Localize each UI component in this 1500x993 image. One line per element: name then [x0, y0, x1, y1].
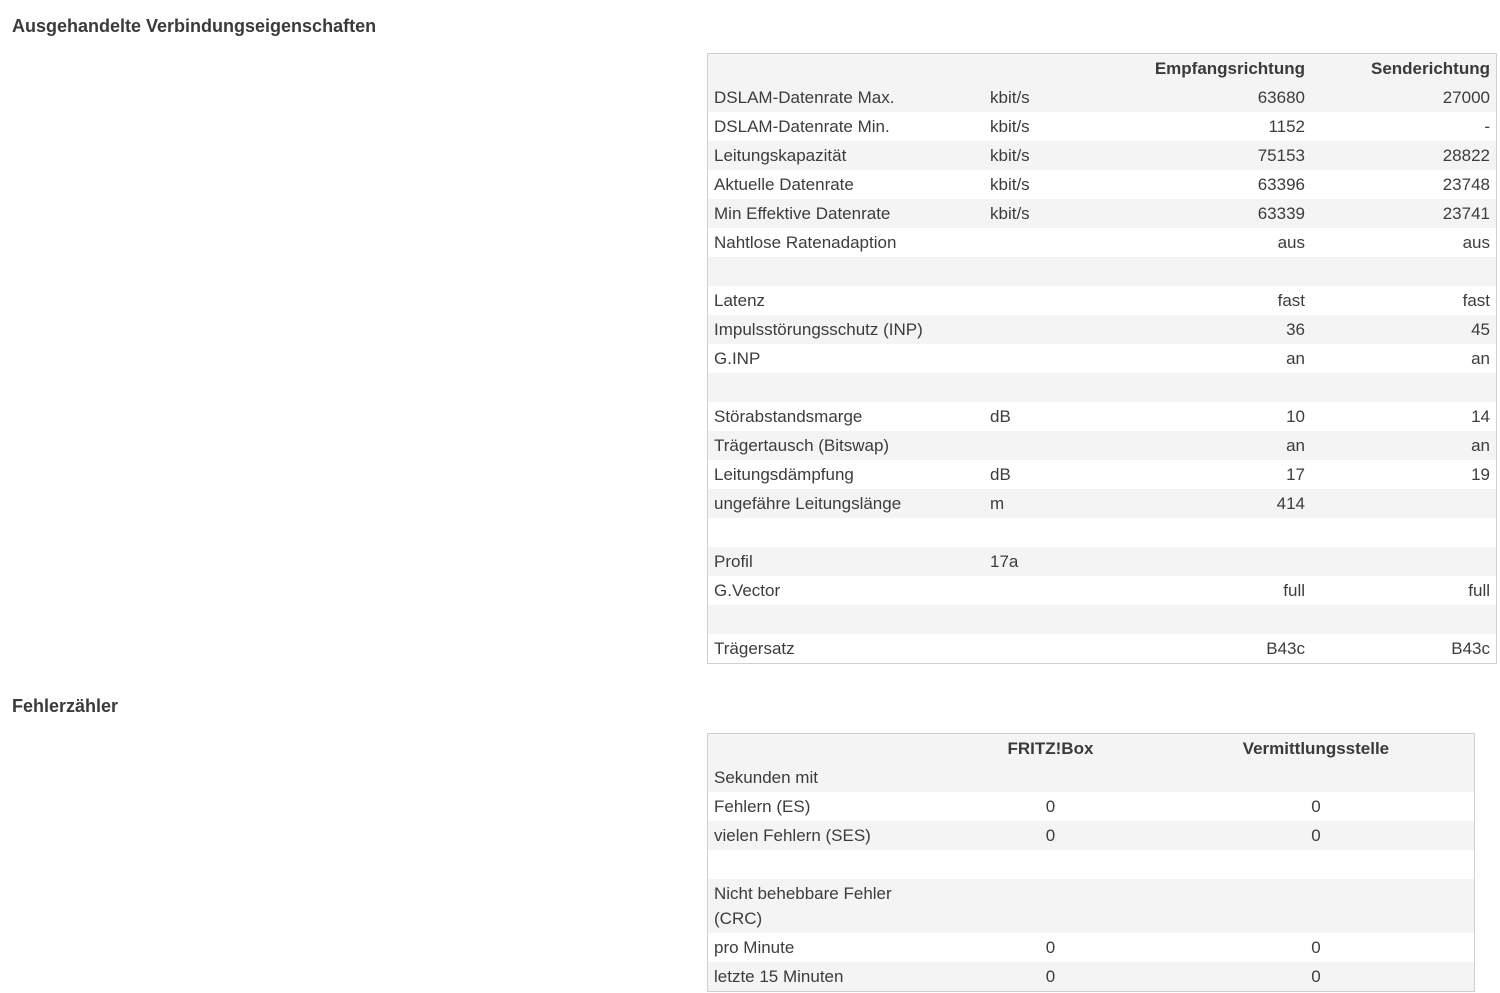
row-fritzbox-value: 0	[1045, 796, 1056, 816]
row-send-value: 23748	[1442, 174, 1490, 194]
row-send-value	[1311, 518, 1497, 547]
row-label: Latenz	[714, 290, 766, 310]
row-receive-value: B43c	[1266, 638, 1305, 658]
table-row	[708, 112, 1497, 141]
row-send-value	[1311, 547, 1497, 576]
table-row	[708, 228, 1497, 257]
row-unit: dB	[990, 406, 1011, 426]
row-unit	[984, 518, 1126, 547]
row-receive-value: full	[1283, 580, 1305, 600]
table-row	[708, 373, 1497, 402]
row-send-value	[1311, 605, 1497, 634]
row-receive-value: 63339	[1257, 203, 1305, 223]
row-unit	[984, 286, 1126, 315]
header-label	[708, 734, 944, 764]
row-unit	[984, 228, 1126, 257]
table-row	[708, 170, 1497, 199]
row-send-value: full	[1468, 580, 1490, 600]
row-label: Trägertausch (Bitswap)	[714, 435, 890, 455]
row-unit: dB	[990, 464, 1011, 484]
table-row	[708, 141, 1497, 170]
row-exchange-value	[1158, 763, 1475, 792]
row-unit	[984, 576, 1126, 605]
row-send-value: 45	[1471, 319, 1490, 339]
row-exchange-value: 0	[1311, 966, 1321, 986]
connection-properties-table	[707, 53, 1497, 664]
row-receive-value	[1126, 605, 1311, 634]
row-label	[708, 605, 985, 634]
row-unit: kbit/s	[990, 116, 1030, 136]
row-send-value: 28822	[1442, 145, 1490, 165]
row-receive-value: an	[1286, 348, 1305, 368]
table-row	[708, 605, 1497, 634]
row-send-value: 14	[1471, 406, 1490, 426]
row-receive-value: 17	[1286, 464, 1305, 484]
row-send-value: B43c	[1451, 638, 1490, 658]
row-receive-value: fast	[1277, 290, 1305, 310]
error-counter-section-title: Fehlerzähler	[12, 696, 119, 716]
row-unit: kbit/s	[990, 203, 1030, 223]
row-label: Trägersatz	[714, 638, 795, 658]
table-header-row	[708, 734, 1475, 764]
row-exchange-value: 0	[1311, 796, 1321, 816]
table-row	[708, 489, 1497, 518]
table-row	[708, 821, 1475, 850]
row-label: ungefähre Leitungslänge	[714, 493, 902, 513]
table-row	[708, 879, 1475, 933]
row-label: Profil	[714, 551, 753, 571]
table-row	[708, 257, 1497, 286]
table-row	[708, 763, 1475, 792]
row-label: pro Minute	[714, 937, 795, 957]
row-receive-value: an	[1286, 435, 1305, 455]
row-send-value: aus	[1462, 232, 1490, 252]
row-send-value: an	[1471, 348, 1490, 368]
table-row	[708, 933, 1475, 962]
row-send-value	[1311, 489, 1497, 518]
row-send-value: 23741	[1442, 203, 1490, 223]
row-label: Min Effektive Datenrate	[714, 203, 891, 223]
table-row	[708, 286, 1497, 315]
row-unit: kbit/s	[990, 87, 1030, 107]
row-send-value: 27000	[1442, 87, 1490, 107]
header-send-direction: Senderichtung	[1370, 58, 1490, 78]
table-row	[708, 431, 1497, 460]
row-fritzbox-value	[943, 850, 1158, 879]
row-receive-value: 1152	[1268, 116, 1305, 136]
row-label: Impulsstörungsschutz (INP)	[714, 319, 923, 339]
row-send-value	[1311, 257, 1497, 286]
row-receive-value: aus	[1277, 232, 1305, 252]
row-label: DSLAM-Datenrate Max.	[714, 87, 895, 107]
table-row	[708, 962, 1475, 992]
row-label: Nicht behebbare Fehler (CRC)	[714, 884, 892, 928]
row-label	[708, 850, 944, 879]
row-unit	[984, 344, 1126, 373]
row-unit: kbit/s	[990, 145, 1030, 165]
table-row	[708, 547, 1497, 576]
row-label: Störabstandsmarge	[714, 406, 863, 426]
row-unit	[984, 373, 1126, 402]
row-label: Leitungskapazität	[714, 145, 847, 165]
row-label: G.INP	[714, 348, 761, 368]
header-fritzbox: FRITZ!Box	[1007, 738, 1094, 758]
error-counter-table	[707, 733, 1475, 992]
row-receive-value: 36	[1286, 319, 1305, 339]
row-receive-value: 63396	[1257, 174, 1305, 194]
row-label	[708, 373, 985, 402]
row-label: Leitungsdämpfung	[714, 464, 854, 484]
row-fritzbox-value: 0	[1045, 825, 1056, 845]
row-fritzbox-value	[943, 879, 1158, 933]
row-label: Fehlern (ES)	[714, 796, 811, 816]
row-exchange-value	[1158, 879, 1475, 933]
row-exchange-value: 0	[1311, 825, 1321, 845]
header-label	[708, 54, 985, 84]
row-receive-value	[1126, 257, 1311, 286]
row-send-value	[1311, 373, 1497, 402]
row-label: G.Vector	[714, 580, 781, 600]
header-unit	[984, 54, 1126, 84]
row-unit	[984, 257, 1126, 286]
row-exchange-value	[1158, 850, 1475, 879]
row-exchange-value: 0	[1311, 937, 1321, 957]
table-row	[708, 83, 1497, 112]
header-receive-direction: Empfangsrichtung	[1154, 58, 1305, 78]
connection-section-title: Ausgehandelte Verbindungseigenschaften	[12, 16, 377, 36]
row-send-value: 19	[1471, 464, 1490, 484]
row-fritzbox-value: 0	[1045, 966, 1056, 986]
table-row	[708, 315, 1497, 344]
table-row	[708, 792, 1475, 821]
row-receive-value	[1126, 373, 1311, 402]
row-label: DSLAM-Datenrate Min.	[714, 116, 890, 136]
row-unit	[984, 634, 1126, 664]
row-send-value: an	[1471, 435, 1490, 455]
header-exchange: Vermittlungsstelle	[1242, 738, 1390, 758]
table-header-row	[708, 54, 1497, 84]
row-receive-value: 75153	[1257, 145, 1305, 165]
row-label: Nahtlose Ratenadaption	[714, 232, 897, 252]
table-row	[708, 850, 1475, 879]
table-row	[708, 199, 1497, 228]
row-send-value: fast	[1462, 290, 1490, 310]
table-row	[708, 460, 1497, 489]
row-label: vielen Fehlern (SES)	[714, 825, 871, 845]
row-label: Aktuelle Datenrate	[714, 174, 854, 194]
table-row	[708, 518, 1497, 547]
table-row	[708, 402, 1497, 431]
table-row	[708, 634, 1497, 664]
row-label	[708, 518, 985, 547]
row-receive-value: 63680	[1257, 87, 1305, 107]
row-label: Sekunden mit	[714, 767, 818, 787]
row-label	[708, 257, 985, 286]
row-unit: 17a	[990, 551, 1019, 571]
row-unit	[984, 605, 1126, 634]
row-receive-value	[1126, 547, 1311, 576]
row-receive-value: 414	[1276, 493, 1305, 513]
row-unit: m	[990, 493, 1005, 513]
row-send-value: -	[1484, 116, 1490, 136]
row-unit	[984, 315, 1126, 344]
row-fritzbox-value	[943, 763, 1158, 792]
row-label: letzte 15 Minuten	[714, 966, 844, 986]
row-unit: kbit/s	[990, 174, 1030, 194]
row-receive-value	[1126, 518, 1311, 547]
table-row	[708, 344, 1497, 373]
table-row	[708, 576, 1497, 605]
row-receive-value: 10	[1286, 406, 1305, 426]
row-fritzbox-value: 0	[1045, 937, 1056, 957]
row-unit	[984, 431, 1126, 460]
